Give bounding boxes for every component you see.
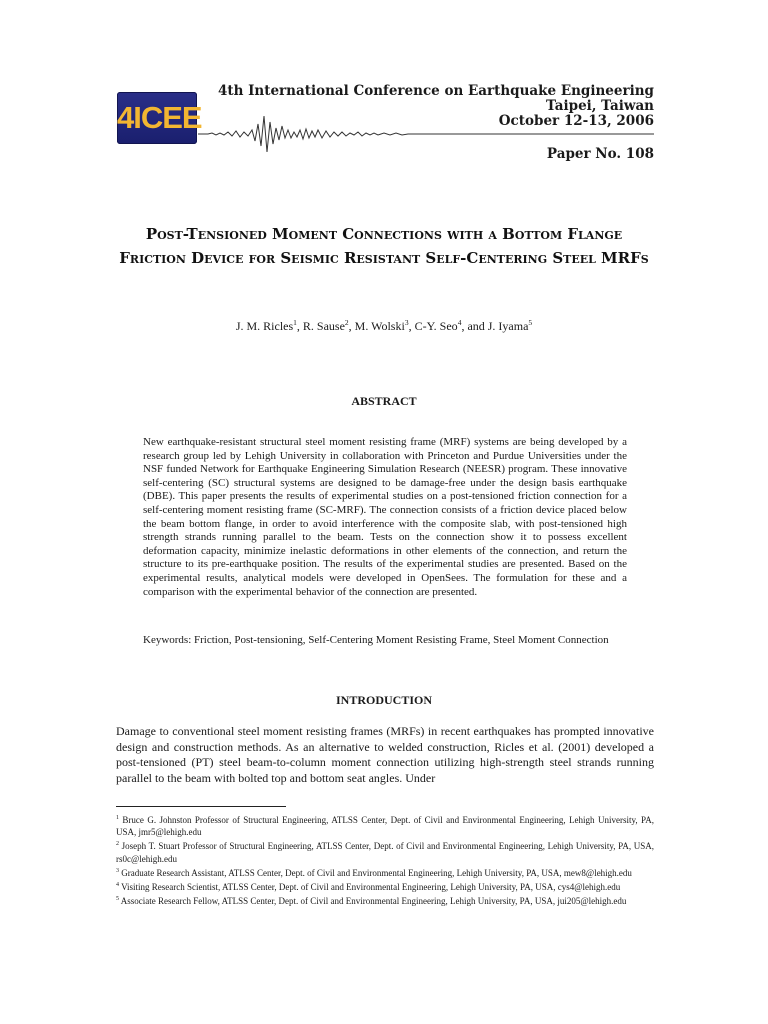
author-list: J. M. Ricles$^1$, R. Sause$^2$, M. Wolski$^3$, C-Y. Seo$^4$, and J. Iyama$^5$ xyxy=(235,318,533,333)
author-name: J. Iyama xyxy=(487,319,529,333)
footnote-text: Associate Research Fellow, ATLSS Center, Dept. of Civil and Environmental Engineering, Lehigh University, PA, USA, jui205@lehigh.edu xyxy=(120,896,627,907)
footnote xyxy=(116,865,654,879)
footnotes xyxy=(116,812,654,907)
conference-location: Taipei, Taiwan xyxy=(546,98,654,114)
footnote xyxy=(116,879,654,893)
footnote-text: Bruce G. Johnston Professor of Structural Engineering, ATLSS Center, Dept. of Civil and Environmental Engineering, Lehigh University, PA, USA, jmr5@lehigh.edu xyxy=(116,815,654,838)
abstract-text: New earthquake-resistant structural steel moment resisting frame (MRF) systems are being developed by a research group led by Lehigh University in collaboration with Princeton and Purdue Universities under the NSF funded Network for Earthquake Engineering Simulation Research (NEESR) program. These innovative self-centering (SC) structural systems are designed to be damage-free under the design basis earthquake (DBE). This paper presents the results of experimental studies on a post-tensioned friction connection for a self-centering moment resisting frame (SC-MRF). The connection consists of a friction device placed below the beam bottom flange, in order to avoid interference with the composite slab, with post-tensioned high strength strands running parallel to the beam. Tests on the connection show it to possess excellent deformation capacity, minimize inelastic deformations in other elements of the connection, and return the structure to its pre-earthquake position. The results of the experimental studies are presented. Based on the experimental results, analytical models were developed in OpenSees. The formulation for these and a comparison with the experimental behavior of the connection are presented. xyxy=(143,436,627,598)
author-name: C-Y. Seo xyxy=(414,319,458,333)
footnote-mark: 1 xyxy=(116,815,119,821)
footnote-text: Joseph T. Stuart Professor of Structural Engineering, ATLSS Center, Dept. of Civil and Environmental Engineering, Lehigh University, PA, USA, rs0c@lehigh.edu xyxy=(116,841,654,864)
footnote xyxy=(116,893,654,907)
footnote-text: Graduate Research Assistant, ATLSS Center, Dept. of Civil and Environmental Engineering, Lehigh University, PA, USA, mew8@lehigh.edu xyxy=(121,867,632,878)
author-name: R. Sause xyxy=(302,319,345,333)
footnote-mark: 5 xyxy=(116,896,119,903)
footnote xyxy=(116,838,654,864)
abstract-heading: ABSTRACT xyxy=(351,394,417,408)
author-affiliation-mark: 5 xyxy=(528,318,533,327)
author-name: J. M. Ricles xyxy=(235,319,294,333)
author-affiliation-mark: 3 xyxy=(404,318,409,327)
conference-header xyxy=(0,0,768,175)
author-affiliation-mark: 2 xyxy=(344,318,349,327)
conference-date: October 12-13, 2006 xyxy=(498,113,654,129)
footnote-divider xyxy=(116,806,286,807)
author-affiliation-mark: 4 xyxy=(457,318,462,327)
conference-info xyxy=(218,84,654,129)
footnote xyxy=(116,812,654,838)
conference-logo xyxy=(117,92,202,144)
footnote-text: Visiting Research Scientist, ATLSS Center, Dept. of Civil and Environmental Engineering, Lehigh University, PA, USA, cys4@lehigh.edu xyxy=(121,882,621,893)
footnote-mark: 3 xyxy=(116,867,119,874)
author-affiliation-mark: 1 xyxy=(293,318,297,327)
keywords: Keywords: Friction, Post-tensioning, Self-Centering Moment Resisting Frame, Steel Moment Connection xyxy=(143,634,609,646)
logo-text: 4ICEE xyxy=(117,100,202,135)
introduction-text: Damage to conventional steel moment resisting frames (MRFs) in recent earthquakes has prompted innovative design and construction methods. As an alternative to welded construction, Ricles et al. (2001) developed a post-tensioned (PT) steel beam-to-column moment connection utilizing high-strength steel strands running parallel to the beam with bolted top and bottom seat angles. Under xyxy=(116,724,654,785)
paper-number: Paper No. 108 xyxy=(546,146,654,162)
author-name: M. Wolski xyxy=(354,319,405,333)
footnote-mark: 4 xyxy=(116,882,119,889)
introduction-heading: INTRODUCTION xyxy=(335,693,432,707)
paper-title: Post-Tensioned Moment Connections with a Bottom Flange Friction Device for Seismic Resistant Self-Centering Steel MRFs xyxy=(119,225,649,267)
footnote-mark: 2 xyxy=(116,841,119,848)
conference-name: 4th International Conference on Earthquake Engineering xyxy=(217,83,654,99)
